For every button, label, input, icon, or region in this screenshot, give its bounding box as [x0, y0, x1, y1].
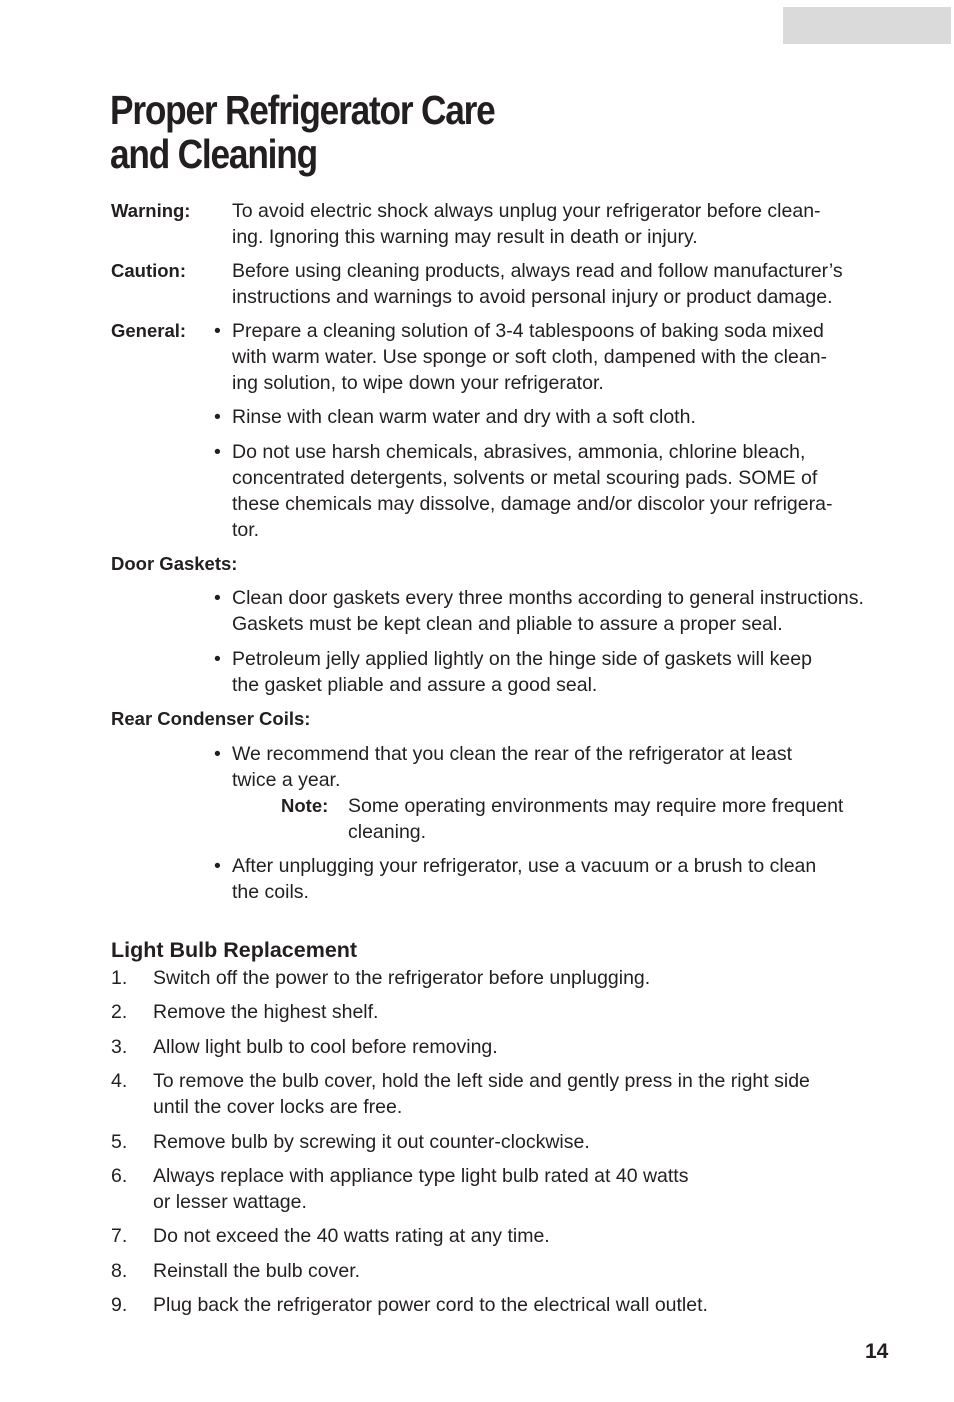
- step-number: 2.: [111, 1001, 128, 1023]
- step-text: Remove bulb by screwing it out counter-clockwise.: [153, 1131, 590, 1153]
- step-text: Do not exceed the 40 watts rating at any time.: [153, 1225, 550, 1247]
- step-text: Remove the highest shelf.: [153, 1001, 379, 1023]
- step-number: 9.: [111, 1294, 128, 1316]
- step-number: 8.: [111, 1260, 128, 1282]
- rear-coils-bullet-1-line-1: We recommend that you clean the rear of the refrigerator at least: [232, 743, 793, 765]
- warning-text-line-2: ing. Ignoring this warning may result in death or injury.: [232, 226, 698, 248]
- step-text: To remove the bulb cover, hold the left side and gently press in the right side: [153, 1070, 810, 1092]
- general-bullet-2: Rinse with clean warm water and dry with a soft cloth.: [232, 406, 696, 428]
- note-label: Note:: [281, 795, 329, 816]
- page-title-line-2: and Cleaning: [110, 131, 317, 177]
- page-number: 14: [865, 1340, 889, 1363]
- rear-coils-bullet-1-line-2: twice a year.: [232, 769, 341, 791]
- caution-label: Caution:: [111, 260, 187, 281]
- note-text-line-2: cleaning.: [348, 821, 427, 843]
- note-text-line-1: Some operating environments may require more frequent: [348, 795, 844, 817]
- page-title-line-1: Proper Refrigerator Care: [110, 87, 495, 133]
- general-bullet-1-line-2: with warm water. Use sponge or soft cloth, dampened with the clean-: [232, 346, 828, 368]
- header-tab-block: [783, 7, 951, 44]
- light-bulb-heading: Light Bulb Replacement: [111, 938, 358, 962]
- step-text: Reinstall the bulb cover.: [153, 1260, 361, 1282]
- step-number: 5.: [111, 1131, 128, 1153]
- general-bullet-3-line-4: tor.: [232, 519, 260, 541]
- step-number: 1.: [111, 967, 128, 989]
- page-title: [110, 88, 495, 176]
- bullet-marker: •: [214, 587, 221, 609]
- rear-coils-heading: Rear Condenser Coils:: [111, 708, 311, 729]
- step-text-continued: until the cover locks are free.: [153, 1096, 403, 1118]
- step-text: Always replace with appliance type light bulb rated at 40 watts: [153, 1165, 689, 1187]
- door-gaskets-bullet-2-line-2: the gasket pliable and assure a good seal.: [232, 674, 598, 696]
- step-text: Plug back the refrigerator power cord to the electrical wall outlet.: [153, 1294, 708, 1316]
- bullet-marker: •: [214, 855, 221, 877]
- general-bullet-1-line-3: ing solution, to wipe down your refrigerator.: [232, 372, 604, 394]
- bullet-marker: •: [214, 441, 221, 463]
- door-gaskets-bullet-1-line-1: Clean door gaskets every three months according to general instructions.: [232, 587, 864, 609]
- general-bullet-1-line-1: Prepare a cleaning solution of 3-4 tablespoons of baking soda mixed: [232, 320, 824, 342]
- rear-coils-bullet-2-line-2: the coils.: [232, 881, 309, 903]
- warning-label: Warning:: [111, 200, 191, 221]
- general-bullet-3-line-1: Do not use harsh chemicals, abrasives, ammonia, chlorine bleach,: [232, 441, 806, 463]
- caution-text-line-2: instructions and warnings to avoid personal injury or product damage.: [232, 286, 833, 308]
- rear-coils-bullet-2-line-1: After unplugging your refrigerator, use a vacuum or a brush to clean: [232, 855, 817, 877]
- general-bullet-3-line-2: concentrated detergents, solvents or metal scouring pads. SOME of: [232, 467, 818, 489]
- door-gaskets-heading: Door Gaskets:: [111, 553, 238, 574]
- bullet-marker: •: [214, 648, 221, 670]
- step-number: 3.: [111, 1036, 128, 1058]
- general-bullet-3-line-3: these chemicals may dissolve, damage and/or discolor your refrigera-: [232, 493, 833, 515]
- step-number: 7.: [111, 1225, 128, 1247]
- caution-text-line-1: Before using cleaning products, always read and follow manufacturer’s: [232, 260, 843, 282]
- step-number: 4.: [111, 1070, 128, 1092]
- door-gaskets-bullet-2-line-1: Petroleum jelly applied lightly on the hinge side of gaskets will keep: [232, 648, 812, 670]
- warning-text-line-1: To avoid electric shock always unplug your refrigerator before clean-: [232, 200, 821, 222]
- step-text-continued: or lesser wattage.: [153, 1191, 307, 1213]
- step-text: Switch off the power to the refrigerator before unplugging.: [153, 967, 651, 989]
- step-number: 6.: [111, 1165, 128, 1187]
- bullet-marker: •: [214, 320, 221, 342]
- door-gaskets-bullet-1-line-2: Gaskets must be kept clean and pliable to assure a proper seal.: [232, 613, 783, 635]
- bullet-marker: •: [214, 743, 221, 765]
- general-label: General:: [111, 320, 187, 341]
- step-text: Allow light bulb to cool before removing.: [153, 1036, 498, 1058]
- bullet-marker: •: [214, 406, 221, 428]
